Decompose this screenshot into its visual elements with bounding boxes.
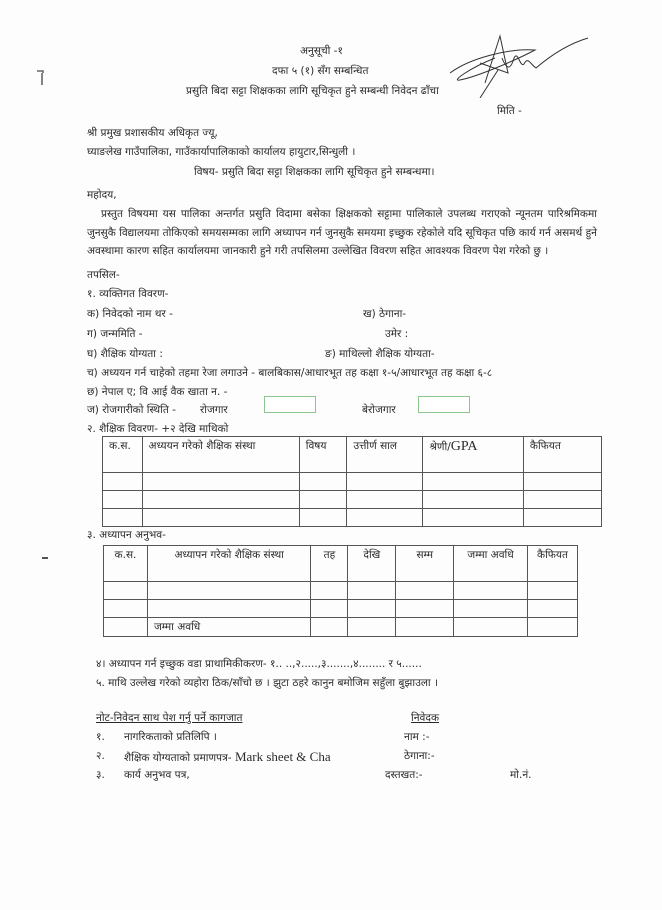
education-table bbox=[102, 436, 602, 527]
table-cell[interactable] bbox=[347, 473, 423, 491]
header-cell: अध्यापन गरेको शैक्षिक संस्था bbox=[147, 546, 310, 582]
document-item-citizenship: नागरिकताको प्रतिलिपि । bbox=[124, 731, 217, 743]
total-duration-value[interactable] bbox=[454, 618, 528, 637]
applicant-heading: निवेदक bbox=[411, 712, 440, 724]
header-cell: कैफियत bbox=[523, 437, 601, 473]
documents-note-title: नोट-निवेदन साथ पेश गर्नु पर्ने कागजात bbox=[96, 712, 243, 724]
margin-pen-mark bbox=[36, 68, 46, 88]
header-cell: देखि bbox=[348, 546, 396, 582]
table-cell[interactable] bbox=[104, 618, 148, 637]
table-cell[interactable] bbox=[299, 473, 347, 491]
addressee-line-1: श्री प्रमुख प्रशासकीय अधिकृत ज्यू, bbox=[87, 127, 218, 139]
table-cell[interactable] bbox=[396, 582, 454, 600]
applicant-mobile-label[interactable]: मो.नं. bbox=[510, 769, 532, 781]
header-cell: उत्तीर्ण साल bbox=[347, 437, 423, 473]
table-cell[interactable] bbox=[311, 582, 348, 600]
table-cell[interactable] bbox=[523, 509, 601, 527]
table-row bbox=[103, 473, 602, 491]
declaration-line: ५. माथि उल्लेख गरेको व्यहोरा ठिक/साँचो छ । झुटा ठहरे कानुन बमोजिम सहुँला बुझाउला । bbox=[96, 677, 438, 689]
table-cell[interactable] bbox=[147, 600, 310, 618]
table-cell[interactable] bbox=[147, 582, 310, 600]
date-label: मिति - bbox=[497, 105, 522, 117]
address-field[interactable]: ख) ठेगाना- bbox=[363, 308, 407, 320]
section-personal-title: १. व्यक्तिगत विवरण- bbox=[87, 288, 169, 300]
salutation: महोदय, bbox=[87, 189, 117, 201]
header-cell: क.स. bbox=[104, 546, 148, 582]
ward-preference-line: ४। अध्यापन गर्न इच्छुक वडा प्राथामिकीकरण- १.. ..,२.....,३.......,४........ र ५...... bbox=[96, 658, 422, 670]
header-cell: अध्ययन गरेको शैक्षिक संस्था bbox=[142, 437, 299, 473]
table-cell[interactable] bbox=[348, 600, 396, 618]
header-cell: कैफियत bbox=[527, 546, 577, 582]
document-item-number: ३. bbox=[96, 769, 105, 781]
unemployed-checkbox[interactable] bbox=[418, 396, 470, 413]
table-row bbox=[103, 509, 602, 527]
applicant-signature-label[interactable]: दस्तखत:- bbox=[385, 769, 423, 781]
header-cell: जम्मा अवधि bbox=[454, 546, 528, 582]
table-cell[interactable] bbox=[348, 582, 396, 600]
table-cell[interactable] bbox=[396, 618, 454, 637]
qualification-field[interactable]: घ) शैक्षिक योग्यता : bbox=[87, 348, 163, 360]
table-cell[interactable] bbox=[454, 600, 528, 618]
addressee-line-2: घ्याङलेख गाउँपालिका, गाउँकार्यापालिकाको कार्यालय हायुटार,सिन्धुली । bbox=[87, 146, 356, 158]
table-cell[interactable] bbox=[396, 600, 454, 618]
table-cell[interactable] bbox=[347, 509, 423, 527]
education-table-header bbox=[103, 437, 602, 473]
table-cell[interactable] bbox=[299, 491, 347, 509]
table-cell[interactable] bbox=[347, 491, 423, 509]
document-item-experience: कार्य अनुभव पत्र, bbox=[124, 769, 190, 781]
table-cell[interactable] bbox=[523, 473, 601, 491]
document-item-certificate-extra: Mark sheet & Cha bbox=[234, 749, 331, 764]
signature-scribble bbox=[440, 28, 590, 98]
document-item-certificate bbox=[124, 749, 331, 765]
table-cell[interactable] bbox=[104, 582, 148, 600]
table-cell[interactable] bbox=[423, 473, 523, 491]
header-cell: सम्म bbox=[396, 546, 454, 582]
teaching-level-field[interactable]: च) अध्ययन गर्न चाहेको तहमा रेजा लगाउने - बालबिकास/आधारभूत तह कक्षा १-५/आधारभूत तह कक्षा ६-८ bbox=[87, 367, 493, 379]
applicant-address-label[interactable]: ठेगाना:- bbox=[404, 750, 435, 762]
table-cell[interactable] bbox=[527, 582, 577, 600]
header-gpa-text: GPA bbox=[450, 439, 478, 454]
employment-status-label: ज) रोजगारीको स्थिति - bbox=[87, 404, 176, 416]
table-cell[interactable] bbox=[348, 618, 396, 637]
header-cell: क.स. bbox=[103, 437, 143, 473]
section-reference: दफा ५ (१) सँग सम्बन्धित bbox=[272, 65, 369, 77]
body-paragraph: प्रस्तुत विषयमा यस पालिका अन्तर्गत प्रसुति विदामा बसेका क्षिक्षकको सट्टामा पालिकाले उपलब्ध गराएको न्यूनतम पारिश्रमिकमा जुनसुकै विद्यालयमा तोकिएको समयसम्मका लागि अध्यापन गर्न जुनसुकै समयमा इच्छुक रहेकोले यदि सूचिकृत पछि कार्य गर्न असमर्थ हुने अवस्थामा कारण सहित कार्यालयमा जानकारी हुने गरी तपसिलमा उल्लेखित विवरण सहित आवश्यक विवरण पेश गरेको छु । bbox=[87, 208, 597, 257]
schedule-heading: अनुसूची -१ bbox=[300, 45, 343, 57]
table-cell[interactable] bbox=[142, 491, 299, 509]
header-cell: विषय bbox=[299, 437, 347, 473]
table-cell[interactable] bbox=[103, 491, 143, 509]
table-cell[interactable] bbox=[523, 491, 601, 509]
table-cell[interactable] bbox=[527, 618, 577, 637]
subject-line: विषय- प्रसुति बिदा सट्टा शिक्षकका लागि सूचिकृत हुने सम्बन्धमा। bbox=[194, 166, 435, 178]
section-education-title: २. शैक्षिक विवरण- +२ देखि माथिको bbox=[87, 423, 229, 435]
employed-label: रोजगार bbox=[200, 404, 228, 416]
section-experience-title: ३. अध्यापन अनुभव- bbox=[87, 529, 166, 541]
total-row bbox=[104, 618, 578, 637]
form-title: प्रसुति बिदा सट्टा शिक्षकका लागि सूचिकृत हुने सम्बन्धी निवेदन ढाँचा bbox=[186, 85, 439, 97]
age-field[interactable]: उमेर : bbox=[385, 328, 409, 340]
dob-field[interactable]: ग) जन्ममिति - bbox=[87, 328, 143, 340]
table-cell[interactable] bbox=[104, 600, 148, 618]
table-cell[interactable] bbox=[423, 491, 523, 509]
experience-table-header bbox=[104, 546, 578, 582]
applicant-name-label[interactable]: नाम :- bbox=[404, 731, 430, 743]
details-label: तपसिल- bbox=[87, 269, 120, 281]
table-row bbox=[103, 491, 602, 509]
document-item-number: १. bbox=[96, 731, 105, 743]
table-cell[interactable] bbox=[311, 618, 348, 637]
experience-table bbox=[103, 545, 578, 637]
unemployed-label: बेरोजगार bbox=[362, 404, 396, 416]
table-cell[interactable] bbox=[142, 473, 299, 491]
table-cell[interactable] bbox=[299, 509, 347, 527]
higher-qualification-field[interactable]: ङ) माथिल्लो शैक्षिक योग्यता- bbox=[325, 348, 435, 360]
header-cell: तह bbox=[311, 546, 348, 582]
document-item-number: २. bbox=[96, 750, 105, 762]
total-duration-label: जम्मा अवधि bbox=[147, 618, 310, 637]
table-cell[interactable] bbox=[103, 473, 143, 491]
applicant-name-field[interactable]: क) निवेदको नाम थर - bbox=[87, 308, 173, 320]
table-row bbox=[104, 600, 578, 618]
table-cell[interactable] bbox=[527, 600, 577, 618]
table-cell[interactable] bbox=[454, 582, 528, 600]
bank-account-field[interactable]: छ) नेपाल ए; वि आई वैक खाता न. - bbox=[87, 386, 228, 398]
margin-dash-mark bbox=[42, 557, 48, 559]
document-item-certificate-text: शैक्षिक योग्यताको प्रमाणपत्र- bbox=[124, 752, 232, 764]
employed-checkbox[interactable] bbox=[264, 396, 316, 413]
table-cell[interactable] bbox=[311, 600, 348, 618]
header-cell bbox=[423, 437, 523, 473]
table-cell[interactable] bbox=[103, 509, 143, 527]
table-row bbox=[104, 582, 578, 600]
table-cell[interactable] bbox=[142, 509, 299, 527]
table-cell[interactable] bbox=[423, 509, 523, 527]
header-grade-text: श्रेणी/ bbox=[429, 441, 451, 453]
